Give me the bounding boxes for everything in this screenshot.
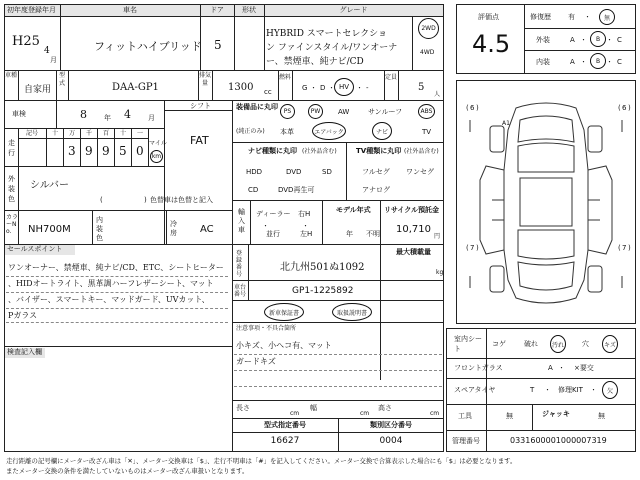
nav-type-label: ナビ種類に丸印 xyxy=(248,147,297,155)
recycle-value: 10,710 xyxy=(396,224,431,235)
diagram-num-7-right-val: 7 xyxy=(622,244,627,252)
reg-month-value: 4 xyxy=(44,46,50,56)
front-glass-replace: ×要交 xyxy=(574,364,594,372)
recycle-unit: 円 xyxy=(434,233,441,240)
grade-line-2: ン ファインスタイル/ワンオーナ xyxy=(266,43,398,53)
import-parallel: 並行 xyxy=(266,230,280,238)
color-paren-open: ( xyxy=(100,196,103,204)
model-year-unknown: 不明 xyxy=(366,230,380,238)
front-glass-a: A xyxy=(548,364,553,372)
grade-line-1: HYBRID スマートセレクショ xyxy=(266,29,388,39)
special-line-2: ガードキズ xyxy=(236,357,276,366)
equip-abs-circle: ABS xyxy=(418,104,435,119)
shift-value: FAT xyxy=(190,134,209,147)
fuel-d: D xyxy=(320,84,326,92)
manual-circle: 取扱説明書 xyxy=(332,303,372,321)
exterior-b-circle: B xyxy=(590,31,606,47)
score-label: 評価点 xyxy=(478,13,499,21)
exterior-dot-1: ・ xyxy=(580,36,587,44)
inspection-year: 8 xyxy=(80,108,87,121)
diagram-num-6-left-close: ) xyxy=(476,104,479,112)
doors-value: 5 xyxy=(214,38,222,52)
displacement-label: 排気量 xyxy=(199,72,212,87)
repair-dot: ・ xyxy=(584,13,591,21)
inspection-label: 車検 xyxy=(12,110,26,118)
spare-tire-label: スペアタイヤ xyxy=(454,386,496,394)
exterior-dot-2: ・ xyxy=(606,36,613,44)
diagram-num-7-left: ( xyxy=(466,244,469,252)
drive-4wd: 4WD xyxy=(420,49,435,56)
footer-note-2: またメーター交換の条件を満たしていないものはメーター改ざん車扱いとなります。 xyxy=(6,467,249,475)
import-left-h: 左H xyxy=(300,230,313,238)
interior-a: A xyxy=(570,58,575,66)
equipment-sub-label: (純正のみ) xyxy=(236,128,265,135)
unit-km-circle: km xyxy=(150,150,163,163)
ac-value: AC xyxy=(200,224,214,235)
diagram-num-6-left-val: 6 xyxy=(470,104,475,112)
car-name-label: 車名 xyxy=(60,5,200,16)
color-label: 外装色 xyxy=(8,175,15,203)
digit-2: 3 xyxy=(68,144,76,158)
reg-month-unit: 月 xyxy=(50,56,57,64)
fuel-hv-circle: HV xyxy=(334,78,354,96)
equip-nav-circle: ナビ xyxy=(372,122,392,140)
ac-label: 冷房 xyxy=(170,220,177,237)
color-value: シルバー xyxy=(30,180,70,191)
repair-label: 修復歴 xyxy=(530,13,551,21)
diagram-num-7-left-close: ) xyxy=(476,244,479,252)
seat-hole: 穴 xyxy=(582,340,589,348)
cc-unit: cc xyxy=(264,88,272,96)
model-label: 型式 xyxy=(58,72,65,87)
capacity-value: 5 xyxy=(418,82,425,93)
tv-type-label: TV種類に丸印 xyxy=(356,147,402,155)
nav-dvd-play: DVD再生可 xyxy=(278,186,315,194)
doors-label: ドア xyxy=(200,5,234,16)
sales-line-4: Pガラス xyxy=(8,311,38,320)
nav-type-sub: (社外品含む) xyxy=(302,148,337,155)
unit-mile: マイル xyxy=(149,140,167,147)
import-dealer: ディーラー xyxy=(256,210,291,218)
exterior-label: 外装 xyxy=(536,36,550,44)
spare-dot-1: ・ xyxy=(544,386,551,394)
import-dot-2: ・ xyxy=(302,222,309,230)
capacity-unit: 人 xyxy=(434,91,441,98)
tv-oneseg: ワンセグ xyxy=(406,168,434,176)
tv-analog: アナログ xyxy=(362,186,390,194)
spare-kit: 修理KIT xyxy=(558,386,583,394)
displacement-value: 1300 xyxy=(228,82,254,93)
mgmt-label: 管理番号 xyxy=(452,437,480,445)
inspector-label: 検査記入欄 xyxy=(5,348,45,358)
grade-line-3: ー、禁煙車、純ナビ/CD xyxy=(266,57,364,67)
tv-fullseg: フルセグ xyxy=(362,168,390,176)
digit-header-6: 一 xyxy=(137,130,144,137)
diagram-num-6-right-val: 6 xyxy=(622,104,627,112)
equipment-label: 装備品に丸印 xyxy=(236,103,278,111)
equip-tv: TV xyxy=(422,128,432,136)
sales-line-2: 、HIDオートライト、黒革調ハーフレザーシート、マット xyxy=(8,279,214,288)
front-glass-dot: ・ xyxy=(558,364,565,372)
chassis-value: GP1-1225892 xyxy=(292,286,354,296)
inspection-month-unit: 月 xyxy=(148,114,155,122)
grade-label: グレード xyxy=(264,5,443,16)
fuel-label: 燃料 xyxy=(279,74,292,81)
car-diagram xyxy=(456,80,636,324)
color-no-label: カラーNo. xyxy=(6,214,19,235)
warranty-circle: 新車保証書 xyxy=(264,303,304,321)
category-label: 車種 xyxy=(5,72,18,79)
special-line-1: 小キズ、小ヘコ有、マット xyxy=(236,341,332,350)
diagram-mark-a1: A1 xyxy=(502,120,510,127)
mileage-mark-label: 記号 xyxy=(26,130,39,137)
equip-ps-circle: PS xyxy=(280,104,295,119)
spare-missing-circle: 欠 xyxy=(602,381,618,399)
repair-no-circle: 無 xyxy=(599,9,615,25)
shape-label: 形状 xyxy=(234,5,264,16)
sales-line-1: ワンオーナー、禁煙車、純ナビ/CD、ETC、シートヒーター xyxy=(8,263,224,272)
interior-b-circle: B xyxy=(590,53,606,69)
digit-header-3: 千 xyxy=(86,130,93,137)
model-year-label: モデル年式 xyxy=(336,206,371,214)
height-label: 高さ xyxy=(378,404,392,412)
digit-6: 0 xyxy=(136,144,144,158)
equip-aw: AW xyxy=(338,108,350,116)
import-dot: ・ xyxy=(262,222,269,230)
interior-color-label: 内装色 xyxy=(96,216,103,242)
length-label: 長さ xyxy=(236,404,250,412)
jack-label: ジャッキ xyxy=(542,410,570,418)
front-glass-label: フロントガラス xyxy=(454,364,503,372)
seat-burn: コゲ xyxy=(492,340,506,348)
inspection-month: 4 xyxy=(124,108,131,121)
equip-leather: 本革 xyxy=(280,128,294,136)
interior-dot-2: ・ xyxy=(606,58,613,66)
registration-value: 北九州501ぬ1092 xyxy=(280,262,365,273)
category-value: 自家用 xyxy=(24,85,52,95)
digit-5: 5 xyxy=(119,144,127,158)
sales-line-3: 、バイザー、スマートキー、マッドガード、UVカット、 xyxy=(8,295,210,304)
class-label: 類別区分番号 xyxy=(370,421,412,429)
equip-pw-circle: PW xyxy=(308,104,323,119)
interior-seat-label: 室内シート xyxy=(454,335,482,353)
exterior-c: C xyxy=(617,36,622,44)
repair-yes: 有 xyxy=(568,13,575,21)
spare-t: T xyxy=(530,386,535,394)
jack-value: 無 xyxy=(598,412,605,420)
spare-dot-2: ・ xyxy=(590,386,597,394)
seat-dirt-circle: 汚れ xyxy=(550,335,566,353)
digit-header-4: 百 xyxy=(103,130,110,137)
digit-3: 9 xyxy=(85,144,93,158)
car-name-value: フィットハイブリッド xyxy=(94,40,202,53)
fuel-sep-1: ・ xyxy=(310,84,317,92)
fuel-sep-2: ・ xyxy=(328,84,335,92)
width-unit: cm xyxy=(360,410,370,417)
reg-year-label: 初年度登録年月 xyxy=(5,5,60,16)
sales-label: セールスポイント xyxy=(5,245,75,255)
diagram-num-7-right: ( xyxy=(618,244,621,252)
tools-value: 無 xyxy=(506,412,513,420)
equip-airbag-circle: エアバック xyxy=(312,122,346,140)
model-year-unit: 年 xyxy=(346,230,353,238)
registration-label: 登録番号 xyxy=(236,250,243,278)
fuel-dash: - xyxy=(366,84,369,92)
nav-dvd: DVD xyxy=(286,168,302,176)
diagram-num-6-right-close: ) xyxy=(628,104,631,112)
color-note: 色替車は色替と記入 xyxy=(150,196,213,204)
footer-note-1: 走行距離の記号欄にメーター改ざん車は「✕」、メーター交換車は「$」、走行不明車は「#」を記入してください。メーター交換で合算表示した場合にも「$」は必要となります。 xyxy=(6,457,517,465)
score-value: 4.5 xyxy=(472,30,511,58)
length-unit: cm xyxy=(290,410,300,417)
diagram-num-6-right: ( xyxy=(618,104,621,112)
chassis-label: 車台番号 xyxy=(234,284,247,298)
interior-label: 内装 xyxy=(536,58,550,66)
import-label: 輸入車 xyxy=(238,208,245,234)
model-value: DAA-GP1 xyxy=(112,82,159,93)
digit-header-2: 万 xyxy=(69,130,76,137)
recycle-label: リサイクル預託金 xyxy=(384,206,440,214)
shift-label: シフト xyxy=(190,102,211,110)
mileage-label: 走行 xyxy=(8,139,15,157)
width-label: 幅 xyxy=(310,404,317,412)
max-load-unit: kg xyxy=(436,269,444,276)
nav-cd: CD xyxy=(248,186,259,194)
digit-4: 9 xyxy=(102,144,110,158)
fuel-g: G xyxy=(302,84,308,92)
mgmt-value: 0331600001000007319 xyxy=(510,436,607,445)
seat-scratch-circle: キズ xyxy=(602,335,618,353)
height-unit: cm xyxy=(430,410,440,417)
diagram-num-7-left-val: 7 xyxy=(470,244,475,252)
nav-hdd: HDD xyxy=(246,168,263,176)
color-no-value: NH700M xyxy=(28,224,71,235)
diagram-num-6-left: ( xyxy=(466,104,469,112)
diagram-num-7-right-close: ) xyxy=(628,244,631,252)
import-right-h: 右H xyxy=(298,210,311,218)
color-paren-close: ) xyxy=(144,196,147,204)
max-load-label: 最大積載量 xyxy=(396,248,431,256)
equip-sunroof: サンルーフ xyxy=(368,108,403,116)
nav-sd: SD xyxy=(322,168,332,176)
seat-tear: 破れ xyxy=(524,340,538,348)
drive-2wd-circle: 2WD xyxy=(418,18,439,39)
exterior-a: A xyxy=(570,36,575,44)
fuel-sep-3: ・ xyxy=(356,84,363,92)
special-label: 注意事項・不具合箇所 xyxy=(236,325,297,332)
digit-header-1: 十 xyxy=(52,130,59,137)
reg-year-value: H25 xyxy=(12,34,40,49)
tools-label: 工具 xyxy=(458,412,472,420)
type-spec-label: 型式指定番号 xyxy=(264,421,306,429)
capacity-label: 定員 xyxy=(385,74,398,81)
interior-c: C xyxy=(617,58,622,66)
type-spec-value: 16627 xyxy=(270,436,300,446)
class-value: 0004 xyxy=(379,436,403,446)
digit-header-5: 十 xyxy=(120,130,127,137)
interior-dot-1: ・ xyxy=(580,58,587,66)
inspection-year-unit: 年 xyxy=(104,114,111,122)
tv-type-sub: (社外品含む) xyxy=(404,148,439,155)
